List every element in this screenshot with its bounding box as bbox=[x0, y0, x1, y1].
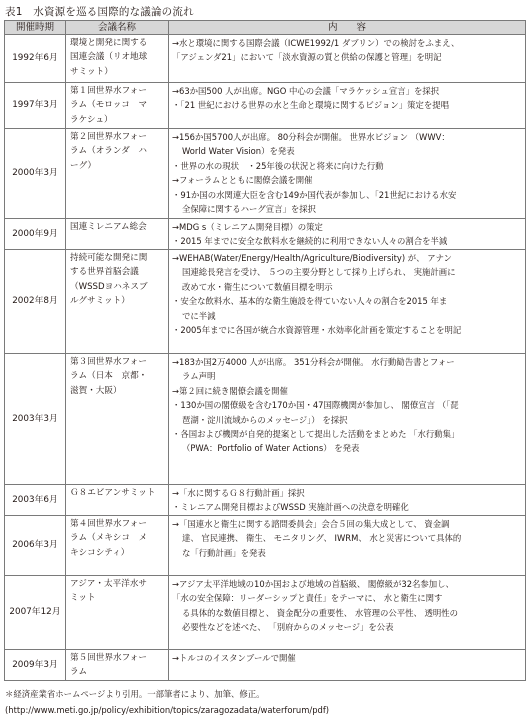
cell-date: 1992年6月 bbox=[5, 35, 66, 83]
cell-content bbox=[169, 354, 526, 485]
cell-content bbox=[169, 516, 526, 576]
table-row bbox=[5, 516, 526, 576]
conference-line: ラム（オランダ ハ bbox=[70, 146, 147, 157]
content-line: な「行動計画」を発表 bbox=[182, 547, 266, 558]
content-line: （PWA：Portfolio of Water Actions） を発表 bbox=[182, 443, 360, 454]
water-resources-table bbox=[4, 20, 526, 681]
content-line: 国連総長発言を受け、 ５つの主要分野として採り上げられ、 実施計画に bbox=[182, 267, 456, 278]
conference-line: ラム（日本 京都・ bbox=[70, 371, 148, 382]
table-body bbox=[5, 35, 526, 681]
content-line: →WEHAB(Water/Energy/Health/Agriculture/Biodiversity) が、 アナン bbox=[172, 253, 452, 263]
content-line: →トルコのイスタンブールで開催 bbox=[172, 653, 296, 663]
conference-line: 環境と開発に関する bbox=[70, 38, 148, 48]
header-conference: 会議名称 bbox=[66, 21, 169, 35]
cell-conference bbox=[66, 485, 169, 516]
content-line: →「国連水と衛生に関する諮問委員会」会合５回の集大成として、 資金調 bbox=[172, 519, 450, 529]
content-line: ・91か国の水関連大臣を含む149か国代表が参加し、「21世紀における水安 bbox=[172, 189, 457, 200]
conference-line: Ｇ８エビアンサミット bbox=[70, 488, 156, 498]
cell-conference bbox=[66, 83, 169, 129]
table-row bbox=[5, 485, 526, 516]
cell-content bbox=[169, 83, 526, 129]
conference-line: 第４回世界水フォー bbox=[70, 519, 147, 529]
table-row bbox=[5, 83, 526, 129]
header-content: 内 容 bbox=[169, 21, 526, 35]
content-line: ・130か国の閣僚級を含む170か国・47国際機関が参加し、 閣僚宣言 （「琵 bbox=[172, 400, 459, 411]
cell-date: 2003年3月 bbox=[5, 354, 66, 485]
cell-conference bbox=[66, 354, 169, 485]
conference-line: サミット） bbox=[70, 66, 113, 77]
conference-line: ラム（モロッコ マ bbox=[70, 100, 148, 111]
conference-line: 第２回世界水フォー bbox=[70, 132, 147, 142]
conference-line: ミット bbox=[70, 593, 96, 604]
cell-date: 2007年12月 bbox=[5, 576, 66, 650]
cell-date: 2009年3月 bbox=[5, 650, 66, 681]
header-date: 開催時期 bbox=[5, 21, 66, 35]
table-row bbox=[5, 650, 526, 681]
content-line: 全保障に関するハーグ宣言」を採択 bbox=[182, 204, 316, 215]
cell-content bbox=[169, 129, 526, 219]
cell-conference bbox=[66, 516, 169, 576]
cell-content bbox=[169, 485, 526, 516]
cell-content bbox=[169, 650, 526, 681]
conference-line: する世界首脳会議 bbox=[70, 267, 139, 278]
header-row bbox=[5, 21, 526, 35]
cell-conference bbox=[66, 250, 169, 354]
conference-line: 第１回世界水フォー bbox=[70, 86, 147, 96]
content-line: 必要性などを述べた、 「別府からのメッセージ」を公表 bbox=[182, 622, 394, 633]
cell-date: 2000年3月 bbox=[5, 129, 66, 219]
cell-content bbox=[169, 219, 526, 250]
content-line: ・安全な飲料水、基本的な衛生施設を得ていない人々の割合を2015 年ま bbox=[172, 296, 448, 307]
table-caption: 表1 水資源を巡る国際的な議論の流れ bbox=[5, 6, 194, 18]
cell-content bbox=[169, 250, 526, 354]
content-line: 琶湖・淀川流域からのメッセージ」） を採択 bbox=[182, 414, 348, 425]
content-line: →フォーラムとともに閣僚会議を開催 bbox=[172, 175, 313, 186]
cell-conference bbox=[66, 129, 169, 219]
content-line: →アジア太平洋地域の10か国および地域の首脳級、 閣僚級が32名参加し、 bbox=[172, 579, 454, 589]
conference-line: ラケシュ） bbox=[70, 114, 113, 125]
content-line: 「水の安全保障：リーダーシップと責任」をテーマに、 水と衛生に関す bbox=[172, 593, 443, 604]
cell-conference bbox=[66, 576, 169, 650]
table-row bbox=[5, 250, 526, 354]
content-line: World Water Vision）を発表 bbox=[182, 146, 295, 157]
cell-content bbox=[169, 576, 526, 650]
content-line: 「アジェンダ21」において「淡水資源の質と供給の保護と管理」を明記 bbox=[172, 52, 442, 63]
conference-line: キシコシティ） bbox=[70, 547, 130, 558]
content-line: →63か国500 人が出席。NGO 中心の会議「マラケッシュ宣言」を採択 bbox=[172, 86, 440, 96]
cell-conference bbox=[66, 35, 169, 83]
conference-line: 第３回世界水フォー bbox=[70, 357, 147, 367]
table-row bbox=[5, 219, 526, 250]
content-line: →MDG s（ミレニアム開発目標）の策定 bbox=[172, 222, 323, 232]
cell-date: 1997年3月 bbox=[5, 83, 66, 129]
content-line: ・2015 年までに安全な飲料水を継続的に利用できない人々の割合を半減 bbox=[172, 236, 448, 247]
conference-line: ラム（メキシコ メ bbox=[70, 533, 148, 544]
cell-date: 2002年8月 bbox=[5, 250, 66, 354]
cell-conference bbox=[66, 650, 169, 681]
content-line: ・「21 世紀における世界の水と生命と環境に関するビジョン」策定を提唱 bbox=[172, 100, 449, 111]
conference-line: 持続可能な開発に関 bbox=[70, 253, 148, 263]
content-line: →「水に関するＧ８行動計画」採択 bbox=[172, 488, 305, 498]
cell-date: 2003年6月 bbox=[5, 485, 66, 516]
cell-date: 2006年3月 bbox=[5, 516, 66, 576]
table-row bbox=[5, 35, 526, 83]
conference-line: ーグ） bbox=[70, 160, 97, 171]
conference-line: ルグサミット） bbox=[70, 296, 130, 307]
conference-line: 第５回世界水フォー bbox=[70, 653, 147, 663]
footnote-line: (http://www.meti.go.jp/policy/exhibition/topics/zaragozadata/waterforum/pdf) bbox=[5, 705, 330, 715]
content-line: →水と環境に関する国際会議（ICWE1992/1 ダブリン）での検討をふまえ、 bbox=[172, 38, 460, 48]
cell-date: 2000年9月 bbox=[5, 219, 66, 250]
conference-line: 滋賀・大阪） bbox=[70, 385, 122, 396]
content-line: 達、 官民連携、 衛生、 モニタリング、 IWRM、 水と災害について具体的 bbox=[182, 533, 462, 544]
content-line: ・世界の水の現状 ・25年後の状況と将来に向けた行動 bbox=[172, 160, 384, 171]
conference-line: （WSSDヨハネスブ bbox=[70, 281, 148, 292]
cell-conference bbox=[66, 219, 169, 250]
table-row bbox=[5, 576, 526, 650]
content-line: ・ミレニアム開発目標およびWSSD 実施計画への決意を明確化 bbox=[172, 502, 409, 513]
content-line: ラム声明 bbox=[182, 371, 216, 382]
conference-line: アジア・太平洋水サ bbox=[70, 579, 148, 589]
footnote-line: ＊経済産業省ホームページより引用。一部筆者により、加筆、修正。 bbox=[5, 689, 265, 699]
conference-line: 国連ミレニアム総会 bbox=[70, 222, 147, 232]
cell-content bbox=[169, 35, 526, 83]
conference-line: 国連会議（リオ地球 bbox=[70, 52, 148, 63]
content-line: ・2005年までに各国が統合水資源管理・水効率化計画を策定することを明記 bbox=[172, 325, 462, 336]
table-row bbox=[5, 129, 526, 219]
content-line: →第２回に続き閣僚会議を開催 bbox=[172, 385, 288, 396]
table-row bbox=[5, 354, 526, 485]
content-line: 改めて水・衛生について数値目標を明示 bbox=[182, 281, 333, 292]
content-line: でに半減 bbox=[182, 310, 216, 321]
conference-line: ラム bbox=[70, 667, 88, 678]
content-line: る具体的な数値目標と、 資金配分の重要性、 水管理の公平性、 透明性の bbox=[182, 607, 458, 618]
content-line: →156か国5700人が出席。 80分科会が開催。 世界水ビジョン （WWV： bbox=[172, 132, 450, 142]
content-line: ・各国および機関が自発的提案として提出した活動をまとめた 「水行動集」 bbox=[172, 429, 460, 440]
content-line: →183か国2万4000 人が出席。 351分科会が開催。 水行動勧告書とフォー bbox=[172, 357, 455, 367]
